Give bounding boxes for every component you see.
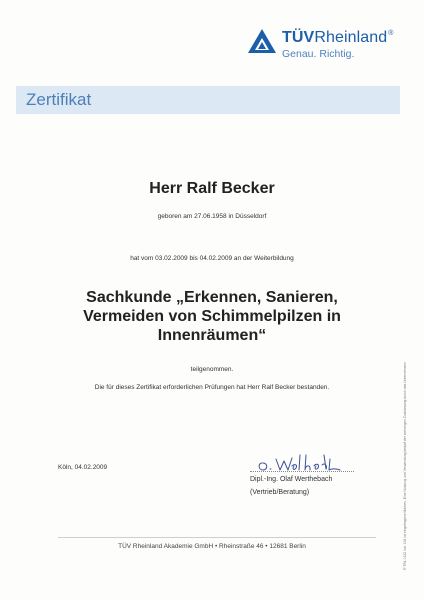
birth-line: geboren am 27.06.1958 in Düsseldorf [157,213,267,220]
course-title-line: Sachkunde „Erkennen, Sanieren, [86,289,338,306]
handwritten-signature [254,451,344,473]
course-title-line: Innenräumen“ [157,327,267,344]
course-title-line: Vermeiden von Schimmelpilzen in [83,308,341,325]
footer-address: TÜV Rheinland Akademie GmbH • Rheinstraße 46 • 12681 Berlin [118,543,306,550]
logo-brand-bold: TÜV [282,29,315,46]
logo-slogan: Genau. Richtig. [282,48,355,60]
signer-role: (Vertrieb/Beratung) [250,489,310,496]
signature-line [250,471,354,472]
logo-brand-rest: Rheinland [314,29,388,46]
footer-divider [58,537,376,538]
logo-brand-name [282,29,393,47]
tuv-rheinland-logo [247,24,402,66]
banner-title: Zertifikat [26,90,92,109]
exam-line: Die für dieses Zertifikat erforderlichen Prüfungen hat Herr Ralf Becker bestanden. [94,384,330,391]
recipient-name: Herr Ralf Becker [149,180,275,197]
participated-line: teilgenommen. [190,366,234,373]
title-banner [16,86,400,114]
course-title [0,288,424,345]
place-date: Köln, 04.02.2009 [58,464,108,471]
logo-registered-mark: ® [388,30,394,37]
side-legal-note [403,320,409,570]
period-line: hat vom 03.02.2009 bis 04.02.2009 an der Weiterbildung [130,255,294,262]
triangle-logo-icon [247,28,277,54]
side-legal-note-text: ® TRL 0122 ind. 108 nd eingetragene Marken. Eine Nutzung und Verwendung bedarf der vorherigen Zustimmung durch das Unternehmen [403,362,407,570]
signer-name: Dipl.-Ing. Olaf Werthebach [250,476,333,483]
